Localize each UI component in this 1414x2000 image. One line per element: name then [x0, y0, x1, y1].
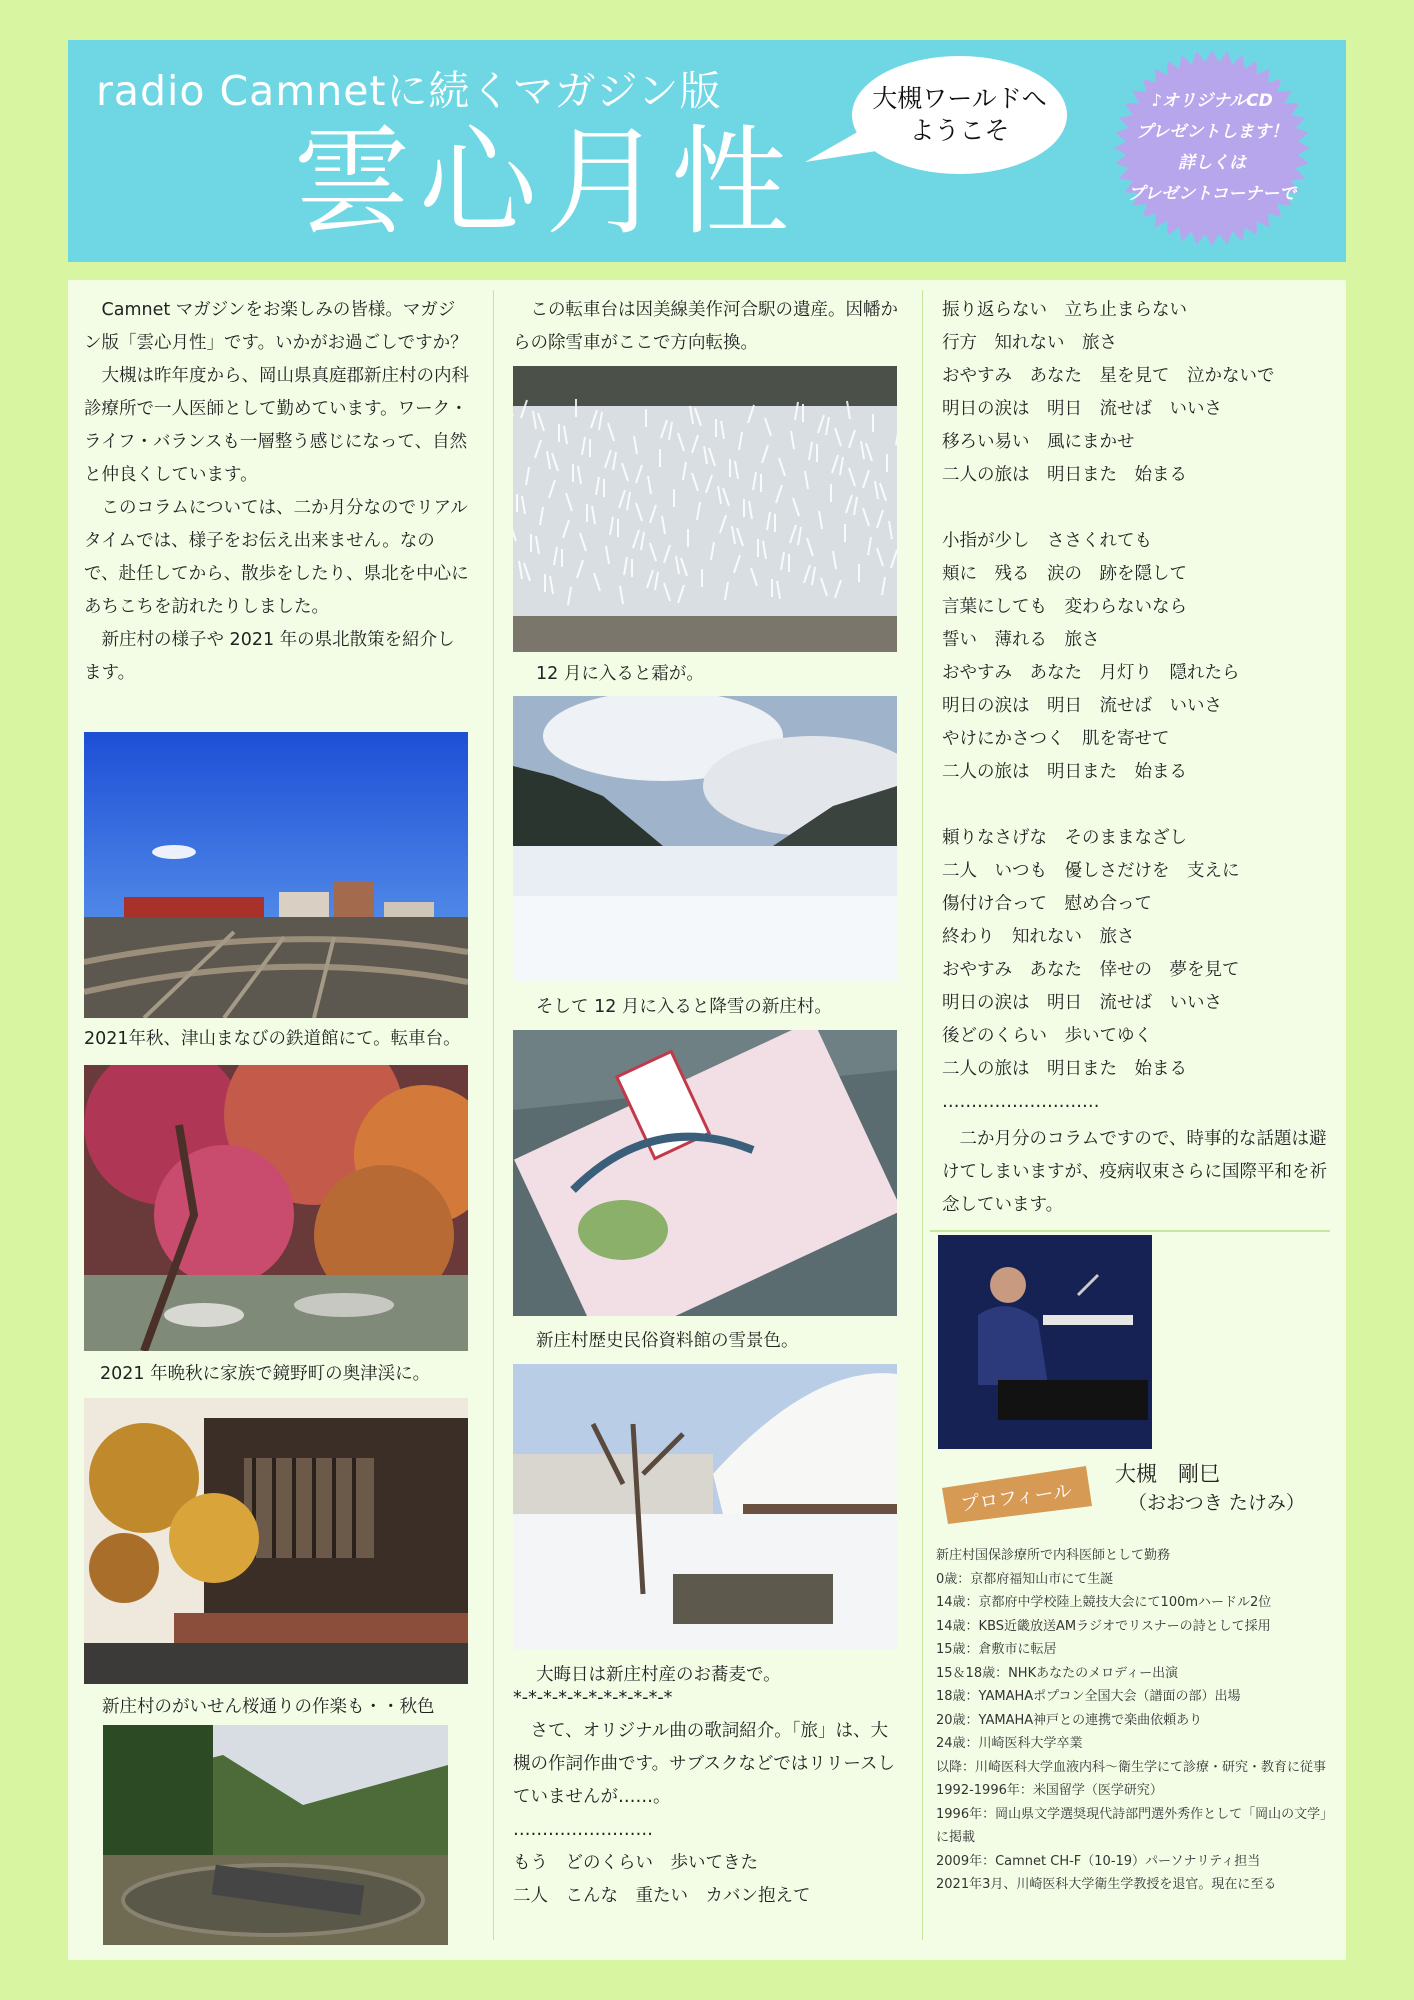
museum-snow-photo	[513, 1030, 897, 1316]
bio-line: 1992-1996年：米国留学（医学研究）	[936, 1783, 1163, 1798]
forest-turntable-photo	[103, 1725, 448, 1945]
column-2	[513, 294, 898, 360]
bio-line: 15歳：倉敷市に転居	[936, 1642, 1057, 1657]
lyric-line: おやすみ あなた 星を見て 泣かないで	[942, 366, 1275, 386]
turntable-paragraph: この転車台は因美線美作河合駅の遺産。因幡からの除雪車がここで方向転換。	[513, 300, 898, 353]
intro-paragraph: 大槻は昨年度から、岡山県真庭郡新庄村の内科診療所で一人医師として勤めています。ワーク・ライフ・バランスも一層整う感じになって、自然と仲良くしています。	[84, 366, 469, 485]
bio-line: 0歳：京都府福知山市にて生誕	[936, 1571, 1114, 1587]
closing-paragraph: 二か月分のコラムですので、時事的な話題は避けてしまいますが、疫病収束さらに国際平和を祈念しています。	[942, 1129, 1327, 1215]
soba-photo	[513, 1364, 897, 1650]
profile-tag-label: プロフィール	[959, 1480, 1074, 1516]
lyric-line: 振り返らない 立ち止まらない	[942, 300, 1187, 320]
lyric-line: 小指が少し ささくれても	[942, 531, 1152, 551]
bio-line: 14歳：京都府中学校陸上競技大会にて100mハードル2位	[936, 1595, 1272, 1610]
intro-paragraph: このコラムについては、二か月分なのでリアルタイムでは、様子をお伝え出来ません。なので、赴任してから、散歩をしたり、県北を中心にあちこちを訪れたりしました。	[84, 498, 469, 617]
separator: *-*-*-*-*-*-*-*-*-*-*	[513, 1688, 673, 1708]
lyric-line: 後どのくらい 歩いてゆく	[942, 1026, 1152, 1046]
lyric-line: もう どのくらい 歩いてきた	[513, 1853, 758, 1873]
speech-bubble	[852, 56, 1067, 174]
column-divider	[493, 290, 494, 1940]
photo-caption: 12 月に入ると霜が。	[536, 664, 704, 684]
bio-line: 18歳：YAMAHAポプコン全国大会（譜面の部）出場	[936, 1689, 1241, 1704]
frost-photo	[513, 366, 897, 652]
photo-caption: そして 12 月に入ると降雪の新庄村。	[536, 997, 832, 1017]
photo-caption: 2021 年晩秋に家族で鏡野町の奥津渓に。	[100, 1364, 431, 1384]
lyric-line: 二人の旅は 明日また 始まる	[942, 762, 1187, 782]
dots: ……………………	[513, 1820, 653, 1840]
lyric-line: やけにかさつく 肌を寄せて	[942, 729, 1170, 749]
bio-line: 新庄村国保診療所で内科医師として勤務	[936, 1548, 1171, 1563]
photo-caption: 2021年秋、津山まなびの鉄道館にて。転車台。	[84, 1029, 461, 1049]
sakura-street-photo	[84, 1398, 468, 1684]
profile-name: 大槻 剛巳	[1115, 1462, 1220, 1486]
header-subtitle: radio Camnetに続くマガジン版	[96, 67, 722, 115]
bio-line: 24歳：川崎医科大学卒業	[936, 1736, 1083, 1751]
lyric-line: 二人の旅は 明日また 始まる	[942, 1059, 1187, 1079]
intro-paragraph: 新庄村の様子や 2021 年の県北散策を紹介します。	[84, 630, 455, 683]
photo-caption: 大晦日は新庄村産のお蕎麦で。	[536, 1665, 781, 1685]
autumn-gorge-photo	[84, 1065, 468, 1351]
closing-note	[942, 1123, 1332, 1222]
badge-line-4: プレゼントコーナーで	[1127, 184, 1297, 204]
badge-line-3: 詳しくは	[1177, 153, 1246, 173]
speech-bubble-line-1: 大槻ワールドへ	[872, 84, 1047, 113]
lyric-line: 二人の旅は 明日また 始まる	[942, 465, 1187, 485]
magazine-title: 雲心月性	[293, 113, 798, 251]
bio-line: 14歳：KBS近畿放送AMラジオでリスナーの詩として採用	[936, 1618, 1271, 1634]
lyric-line: 明日の涙は 明日 流せば いいさ	[942, 696, 1222, 716]
bio-line: 2021年3月、川崎医科大学衛生学教授を退官。現在に至る	[936, 1877, 1277, 1892]
lyric-line: 明日の涙は 明日 流せば いいさ	[942, 993, 1222, 1013]
lyric-line: 傷付け合って 慰め合って	[942, 894, 1152, 914]
lyric-line: 明日の涙は 明日 流せば いいさ	[942, 399, 1222, 419]
bio-line: 1996年：岡山県文学選奨現代詩部門選外秀作として「岡山の文学」に掲載	[936, 1806, 1334, 1845]
badge-line-2: プレゼントします！	[1135, 122, 1289, 142]
profile-tag	[936, 1466, 1096, 1526]
bio-line: 以降：川崎医科大学血液内科～衛生学にて診療・研究・教育に従事	[936, 1759, 1327, 1775]
profile-reading: （おおつき たけみ）	[1128, 1492, 1305, 1514]
bio-line: 15＆18歳：NHKあなたのメロディー出演	[936, 1665, 1179, 1681]
lyric-line: 頼りなさげな そのままなざし	[942, 828, 1187, 848]
lyrics-intro-paragraph: さて、オリジナル曲の歌詞紹介。「旅」は、大槻の作詞作曲です。サブスクなどではリリースしていませんが……。	[513, 1721, 896, 1807]
lyric-line: 二人 いつも 優しさだけを 支えに	[942, 861, 1240, 881]
lyric-line: 頬に 残る 涙の 跡を隠して	[942, 564, 1187, 584]
present-badge-text	[1112, 48, 1312, 248]
bio-line: 20歳：YAMAHA神戸との連携で楽曲依頼あり	[936, 1712, 1203, 1728]
lyric-line: おやすみ あなた 月灯り 隠れたら	[942, 663, 1240, 683]
column-3-lyrics	[942, 294, 1332, 1119]
profile-bio	[936, 1544, 1346, 1897]
badge-line-1: ♪オリジナルCD	[1151, 91, 1273, 111]
column-divider	[922, 290, 923, 1940]
dots: ………………………	[942, 1092, 1100, 1112]
turntable-photo	[84, 732, 468, 1018]
speech-bubble-line-2: ようこそ	[909, 116, 1010, 145]
lyric-line: 終わり 知れない 旅さ	[942, 927, 1135, 947]
profile-divider	[930, 1230, 1330, 1232]
snowfall-village-photo	[513, 696, 897, 982]
profile-photo	[938, 1235, 1152, 1449]
column-1	[84, 294, 469, 690]
lyric-line: 移ろい易い 風にまかせ	[942, 432, 1135, 452]
bio-line: 2009年：Camnet CH-F（10-19）パーソナリティ担当	[936, 1853, 1261, 1869]
lyric-line: おやすみ あなた 倖せの 夢を見て	[942, 960, 1240, 980]
lyric-line: 二人 こんな 重たい カバン抱えて	[513, 1886, 811, 1906]
lyrics-intro	[513, 1682, 898, 1913]
intro-paragraph: Camnet マガジンをお楽しみの皆様。マガジン版「雲心月性」です。いかがお過ごしですか？	[84, 300, 468, 353]
lyric-line: 言葉にしても 変わらないなら	[942, 597, 1187, 617]
photo-caption: 新庄村歴史民俗資料館の雪景色。	[536, 1331, 799, 1351]
lyric-line: 行方 知れない 旅さ	[942, 333, 1117, 353]
lyric-line: 誓い 薄れる 旅さ	[942, 630, 1100, 650]
photo-caption: 新庄村のがいせん桜通りの作楽も・・秋色	[102, 1697, 435, 1717]
